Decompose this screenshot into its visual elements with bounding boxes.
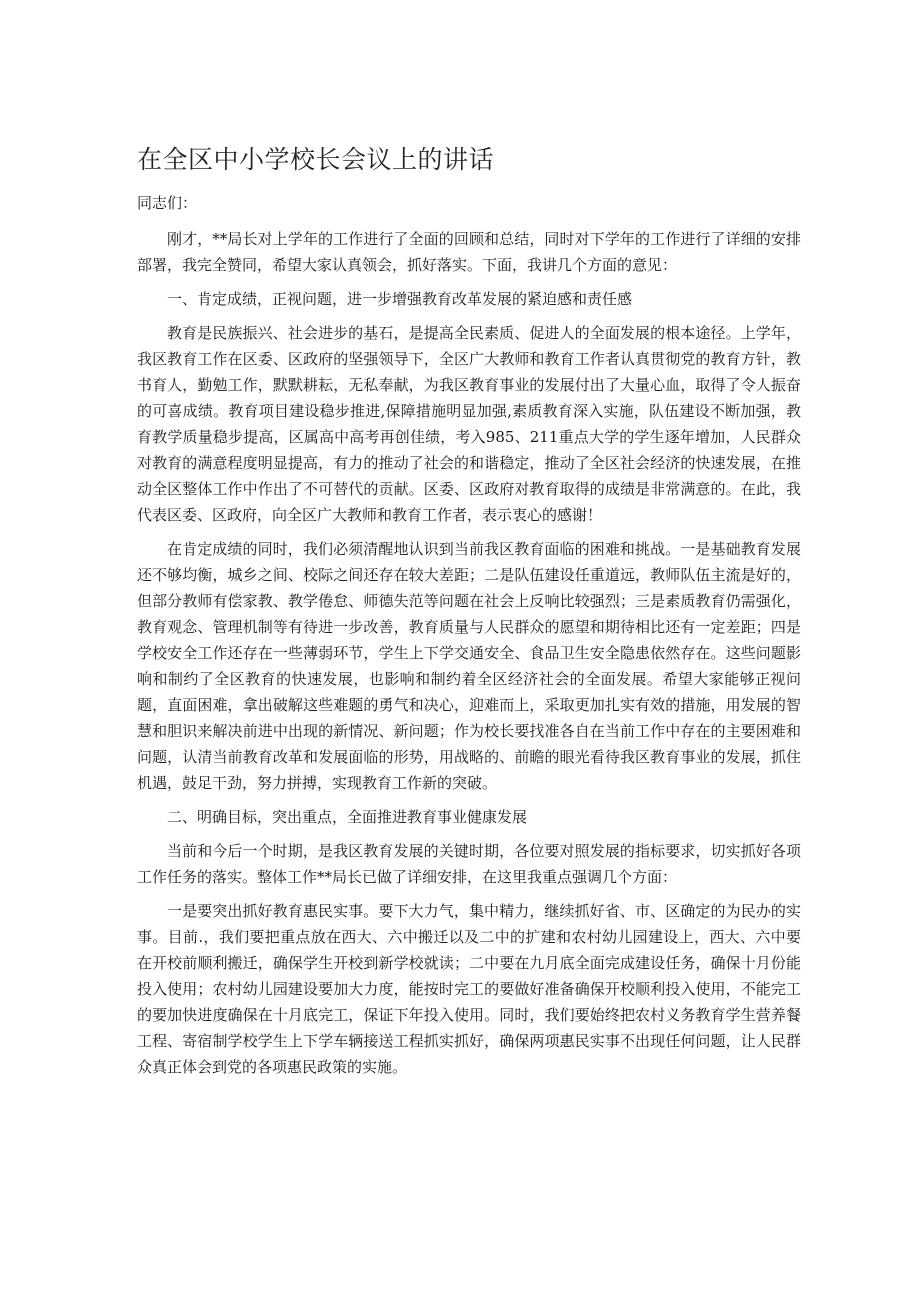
paragraph-challenges: 在肯定成绩的同时，我们必须清醒地认识到当前我区教育面临的困难和挑战。一是基础教育发展还不够均衡，城乡之间、校际之间还存在较大差距；二是队伍建设任重道远，教师队伍主流是好的，但部分教师有偿家教、教学倦怠、师德失范等问题在社会上反响比较强烈；三是素质教育仍需强化，教育观念、管理机制等有待进一步改善，教育质量与人民群众的愿望和期待相比还有一定差距；四是学校安全工作还存在一些薄弱环节，学生上下学交通安全、食品卫生安全隐患依然存在。这些问题影响和制约了全区教育的快速发展，也影响和制约着全区经济社会的全面发展。希望大家能够正视问题，直面困难，拿出破解这些难题的勇气和决心，迎难而上，采取更加扎实有效的措施，用发展的智慧和胆识来解决前进中出现的新情况、新问题；作为校长要找准各自在当前工作中存在的主要困难和问题，认清当前教育改革和发展面临的形势，用战略的、前瞻的眼光看待我区教育事业的发展，抓住机遇，鼓足干劲，努力拼搏，实现教育工作新的突破。 — [137, 540, 801, 792]
document-page — [137, 140, 801, 1088]
document-title: 在全区中小学校长会议上的讲话 — [137, 145, 495, 174]
paragraph-key-period: 当前和今后一个时期，是我区教育发展的关键时期，各位要对照发展的指标要求，切实抓好各项工作任务的落实。整体工作**局长已做了详细安排，在这里我重点强调几个方面： — [137, 842, 801, 886]
section-heading-2: 二、明确目标，突出重点，全面推进教育事业健康发展 — [167, 808, 528, 826]
paragraph-achievements: 教育是民族振兴、社会进步的基石，是提高全民素质、促进人的全面发展的根本途径。上学年，我区教育工作在区委、区政府的坚强领导下，全区广大教师和教育工作者认真贯彻党的教育方针，教书育人，勤勉工作，默默耕耘，无私奉献，为我区教育事业的发展付出了大量心血，取得了令人振奋的可喜成绩。教育项目建设稳步推进,保障措施明显加强,素质教育深入实施，队伍建设不断加强，教育教学质量稳步提高，区属高中高考再创佳绩，考入985、211重点大学的学生逐年增加，人民群众对教育的满意程度明显提高，有力的推动了社会的和谐稳定，推动了全区社会经济的快速发展，在推动全区整体工作中作出了不可替代的贡献。区委、区政府对教育取得的成绩是非常满意的。在此，我代表区委、区政府，向全区广大教师和教育工作者，表示衷心的感谢！ — [137, 324, 801, 524]
salutation: 同志们： — [137, 194, 198, 212]
paragraph-intro: 刚才，**局长对上学年的工作进行了全面的回顾和总结，同时对下学年的工作进行了详细的安排部署，我完全赞同，希望大家认真领会，抓好落实。下面，我讲几个方面的意见： — [137, 230, 801, 274]
paragraph-livelihood-projects: 一是要突出抓好教育惠民实事。要下大力气，集中精力，继续抓好省、市、区确定的为民办的实事。目前.，我们要把重点放在西大、六中搬迁以及二中的扩建和农村幼儿园建设上，西大、六中要在开校前顺利搬迁，确保学生开校到新学校就读；二中要在九月底全面完成建设任务，确保十月份能投入使用；农村幼儿园建设要加大力度，能按时完工的要做好准备确保开校顺利投入使用，不能完工的要加快进度确保在十月底完工，保证下年投入使用。同时，我们要始终把农村义务教育学生营养餐工程、寄宿制学校学生上下学车辆接送工程抓实抓好，确保两项惠民实事不出现任何问题，让人民群众真正体会到党的各项惠民政策的实施。 — [137, 902, 801, 1076]
section-heading-1: 一、肯定成绩，正视问题，进一步增强教育改革发展的紧迫感和责任感 — [167, 290, 633, 308]
